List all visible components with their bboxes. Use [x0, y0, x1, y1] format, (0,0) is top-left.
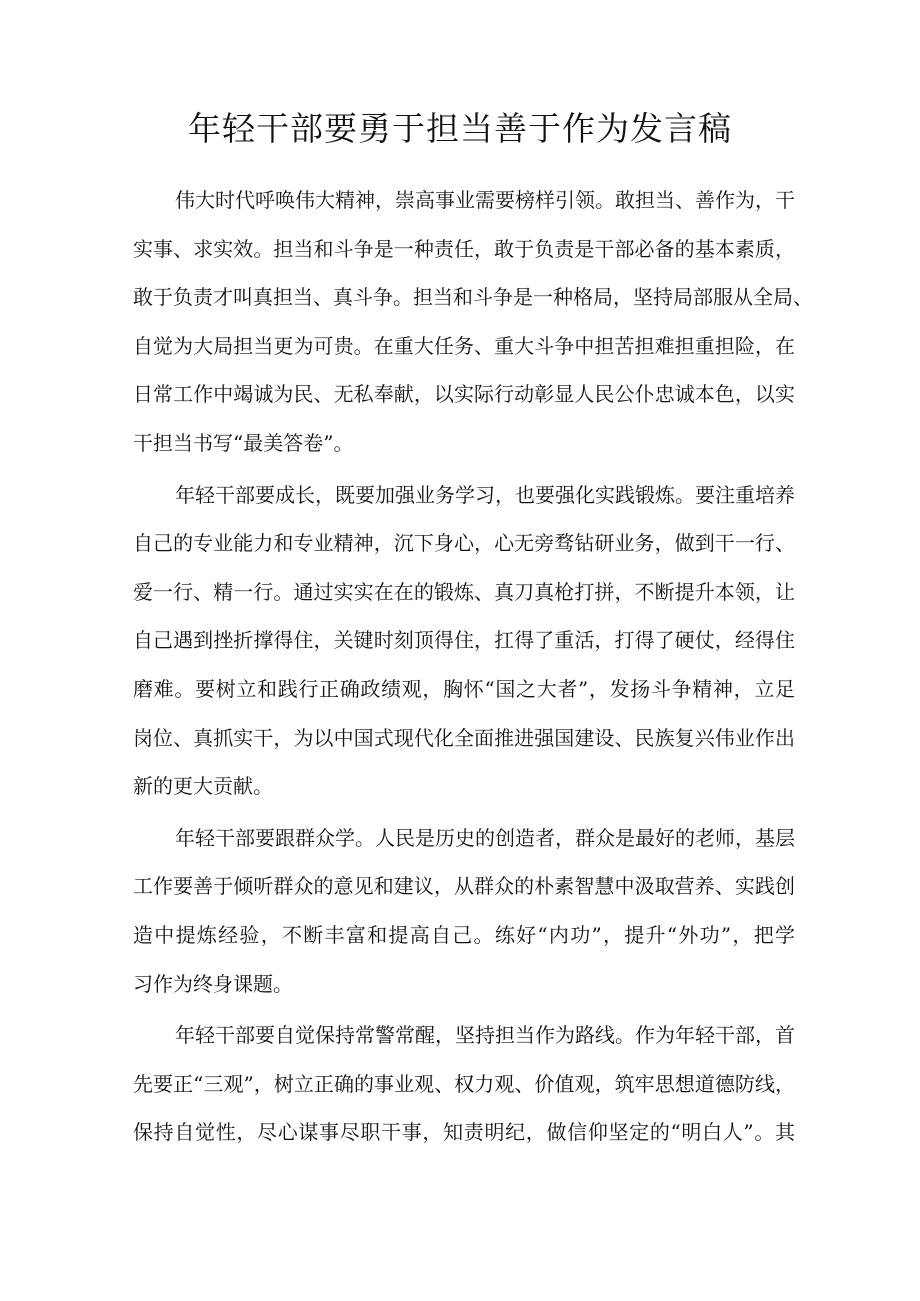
- paragraph-1-line-5: 日常工作中竭诚为民、无私奉献，以实际行动彰显人民公仆忠诚本色，以实: [133, 382, 795, 407]
- paragraph-1-line-3: 敢于负责才叫真担当、真斗争。担当和斗争是一种格局，坚持局部服从全局、: [133, 285, 813, 310]
- paragraph-2-line-5: 磨难。要树立和践行正确政绩观，胸怀“国之大者”，发扬斗争精神，立足: [133, 676, 795, 701]
- paragraph-2-line-7: 新的更大贡献。: [133, 774, 273, 799]
- paragraph-2-line-3: 爱一行、精一行。通过实实在在的锻炼、真刀真枪打拼，不断提升本领，让: [133, 579, 795, 604]
- paragraph-2: [133, 471, 795, 811]
- document-title: 年轻干部要勇于担当善于作为发言稿: [188, 109, 732, 148]
- paragraph-2-line-4: 自己遇到挫折撑得住，关键时刻顶得住，扛得了重活，打得了硬仗，经得住: [133, 628, 795, 653]
- paragraph-4-line-3: 保持自觉性，尽心谋事尽职干事，知责明纪，做信仰坚定的“明白人”。其: [133, 1120, 795, 1145]
- paragraph-1: [133, 176, 813, 468]
- paragraph-4-line-2: 先要正“三观”，树立正确的事业观、权力观、价值观，筑牢思想道德防线，: [133, 1071, 795, 1096]
- paragraph-3-line-1: 年轻干部要跟群众学。人民是历史的创造者，群众是最好的老师，基层: [175, 825, 795, 850]
- paragraph-3-line-2: 工作要善于倾听群众的意见和建议，从群众的朴素智慧中汲取营养、实践创: [133, 874, 795, 899]
- paragraph-1-line-2: 实事、求实效。担当和斗争是一种责任，敢于负责是干部必备的基本素质，: [133, 236, 795, 261]
- paragraph-1-line-4: 自觉为大局担当更为可贵。在重大任务、重大斗争中担苦担难担重担险，在: [133, 333, 795, 358]
- paragraph-1-line-1: 伟大时代呼唤伟大精神，崇高事业需要榜样引领。敢担当、善作为，干: [175, 188, 795, 212]
- paragraph-3-line-4: 习作为终身课题。: [133, 971, 293, 996]
- paragraph-1-line-6: 干担当书写“最美答卷”。: [133, 430, 354, 455]
- paragraph-4-line-1: 年轻干部要自觉保持常警常醒，坚持担当作为路线。作为年轻干部，首: [175, 1023, 795, 1048]
- paragraph-4: [133, 1011, 795, 1157]
- paragraph-2-line-6: 岗位、真抓实干，为以中国式现代化全面推进强国建设、民族复兴伟业作出: [133, 725, 795, 750]
- document-body: [133, 176, 813, 1157]
- paragraph-3-line-3: 造中提炼经验，不断丰富和提高自己。练好“内功”，提升“外功”，把学: [133, 922, 795, 947]
- paragraph-2-line-2: 自己的专业能力和专业精神，沉下身心，心无旁骛钻研业务，做到干一行、: [133, 531, 795, 556]
- paragraph-3: [133, 814, 795, 1008]
- paragraph-2-line-1: 年轻干部要成长，既要加强业务学习，也要强化实践锻炼。要注重培养: [175, 482, 795, 507]
